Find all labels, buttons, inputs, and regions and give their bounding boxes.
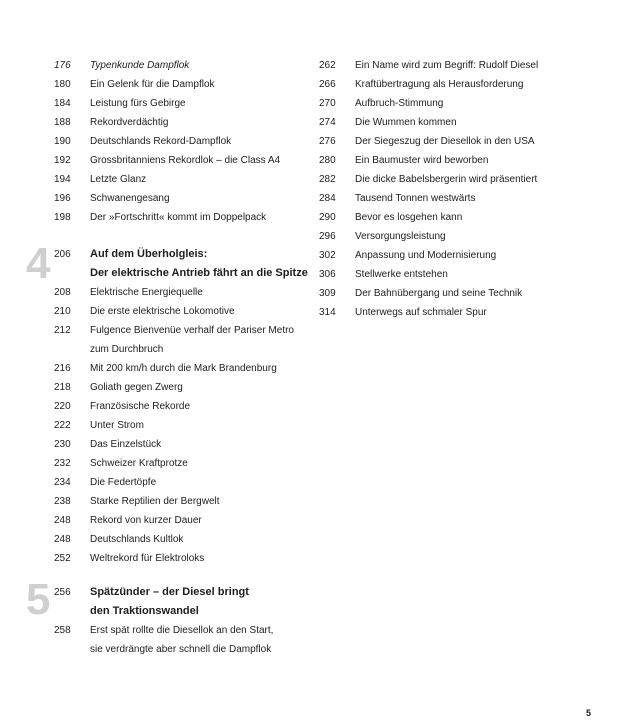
toc-page-number: 248 (54, 515, 71, 526)
toc-title: Kraftübertragung als Herausforderung (355, 79, 524, 90)
toc-title: Versorgungsleistung (355, 231, 446, 242)
toc-title: Unter Strom (90, 420, 144, 431)
toc-page-number: 266 (319, 79, 336, 90)
toc-page-number: 296 (319, 231, 336, 242)
toc-title: Spätzünder – der Diesel bringt (90, 586, 249, 598)
toc-title: Tausend Tonnen westwärts (355, 193, 476, 204)
toc-title: sie verdrängte aber schnell die Dampflok (90, 644, 272, 655)
toc-page-number: 194 (54, 174, 71, 185)
toc-page-number: 290 (319, 212, 336, 223)
toc-page-number: 306 (319, 269, 336, 280)
toc-page-number: 216 (54, 363, 71, 374)
toc-title: Schweizer Kraftprotze (90, 458, 188, 469)
toc-title: Schwanengesang (90, 193, 170, 204)
toc-page-number: 234 (54, 477, 71, 488)
toc-title: Letzte Glanz (90, 174, 147, 185)
toc-title: Mit 200 km/h durch die Mark Brandenburg (90, 363, 277, 374)
toc-page-number: 274 (319, 117, 336, 128)
toc-title: Deutschlands Rekord-Dampflok (90, 136, 232, 147)
toc-title: Ein Baumuster wird beworben (355, 155, 489, 166)
toc-title: Unterwegs auf schmaler Spur (355, 307, 487, 318)
toc-title: Erst spät rollte die Diesellok an den Start, (90, 625, 274, 636)
toc-page-number: 192 (54, 155, 71, 166)
toc-page-number: 198 (54, 212, 71, 223)
toc-page-number: 196 (54, 193, 71, 204)
toc-page-number: 248 (54, 534, 71, 545)
toc-title: Leistung fürs Gebirge (90, 98, 186, 109)
toc-page-number: 256 (54, 587, 71, 598)
toc-page-number: 180 (54, 79, 71, 90)
toc-page-number: 276 (319, 136, 336, 147)
toc-title: Aufbruch-Stimmung (355, 98, 444, 109)
toc-title: Ein Name wird zum Begriff: Rudolf Diesel (355, 60, 539, 71)
toc-page-number: 262 (319, 60, 336, 71)
chapter-number-4: 4 (26, 239, 51, 288)
toc-page-number: 230 (54, 439, 71, 450)
toc-page-number: 190 (54, 136, 71, 147)
toc-title: Der elektrische Antrieb fährt an die Spitze (90, 267, 308, 279)
toc-title: Stellwerke entstehen (355, 269, 448, 280)
toc-title: Der Siegeszug der Diesellok in den USA (355, 136, 535, 147)
toc-title: Auf dem Überholgleis: (90, 248, 208, 260)
toc-title: den Traktionswandel (90, 605, 199, 617)
toc-page-number: 302 (319, 250, 336, 261)
toc-page-number: 252 (54, 553, 71, 564)
toc-page-number: 212 (54, 325, 71, 336)
page-number: 5 (586, 708, 592, 718)
toc-page-number: 284 (319, 193, 336, 204)
toc-page-number: 309 (319, 288, 336, 299)
toc-title: Elektrische Energiequelle (90, 287, 203, 298)
toc-title: Goliath gegen Zwerg (90, 382, 183, 393)
toc-title: Das Einzelstück (90, 439, 162, 450)
toc-page-number: 270 (319, 98, 336, 109)
toc-title: Der Bahnübergang und seine Technik (355, 288, 523, 299)
toc-title: Starke Reptilien der Bergwelt (90, 496, 220, 507)
toc-title: Die dicke Babelsbergerin wird präsentiert (355, 174, 538, 185)
toc-title: zum Durchbruch (90, 344, 164, 355)
toc-page-number: 218 (54, 382, 71, 393)
toc-title: Typenkunde Dampflok (90, 60, 190, 71)
toc-page-number: 210 (54, 306, 71, 317)
toc-page-number: 238 (54, 496, 71, 507)
toc-page-number: 258 (54, 625, 71, 636)
toc-title: Weltrekord für Elektroloks (90, 553, 205, 564)
toc-page-number: 222 (54, 420, 71, 431)
toc-page-number: 208 (54, 287, 71, 298)
toc-title: Die Federtöpfe (90, 477, 157, 488)
toc-page-number: 314 (319, 307, 336, 318)
chapter-number-5: 5 (26, 575, 51, 624)
toc-page-number: 176 (54, 60, 71, 71)
toc-title: Der »Fortschritt« kommt im Doppelpack (90, 212, 267, 223)
toc-title: Ein Gelenk für die Dampflok (90, 79, 215, 90)
toc-page-number: 188 (54, 117, 71, 128)
toc-page-number: 232 (54, 458, 71, 469)
toc-title: Anpassung und Modernisierung (355, 250, 497, 261)
toc-title: Rekord von kurzer Dauer (90, 515, 202, 526)
toc-title: Die erste elektrische Lokomotive (90, 306, 235, 317)
toc-title: Französische Rekorde (90, 401, 191, 412)
toc-title: Bevor es losgehen kann (355, 212, 463, 223)
toc-page-number: 184 (54, 98, 71, 109)
toc-title: Rekordverdächtig (90, 117, 169, 128)
toc-title: Grossbritanniens Rekordlok – die Class A4 (90, 155, 281, 166)
toc-page-number: 206 (54, 249, 71, 260)
toc-title: Fulgence Bienvenüe verhalf der Pariser Metro (90, 325, 294, 336)
toc-title: Deutschlands Kultlok (90, 534, 184, 545)
toc-title: Die Wummen kommen (355, 117, 457, 128)
toc-page-number: 280 (319, 155, 336, 166)
toc-page-number: 220 (54, 401, 71, 412)
toc-page-number: 282 (319, 174, 336, 185)
